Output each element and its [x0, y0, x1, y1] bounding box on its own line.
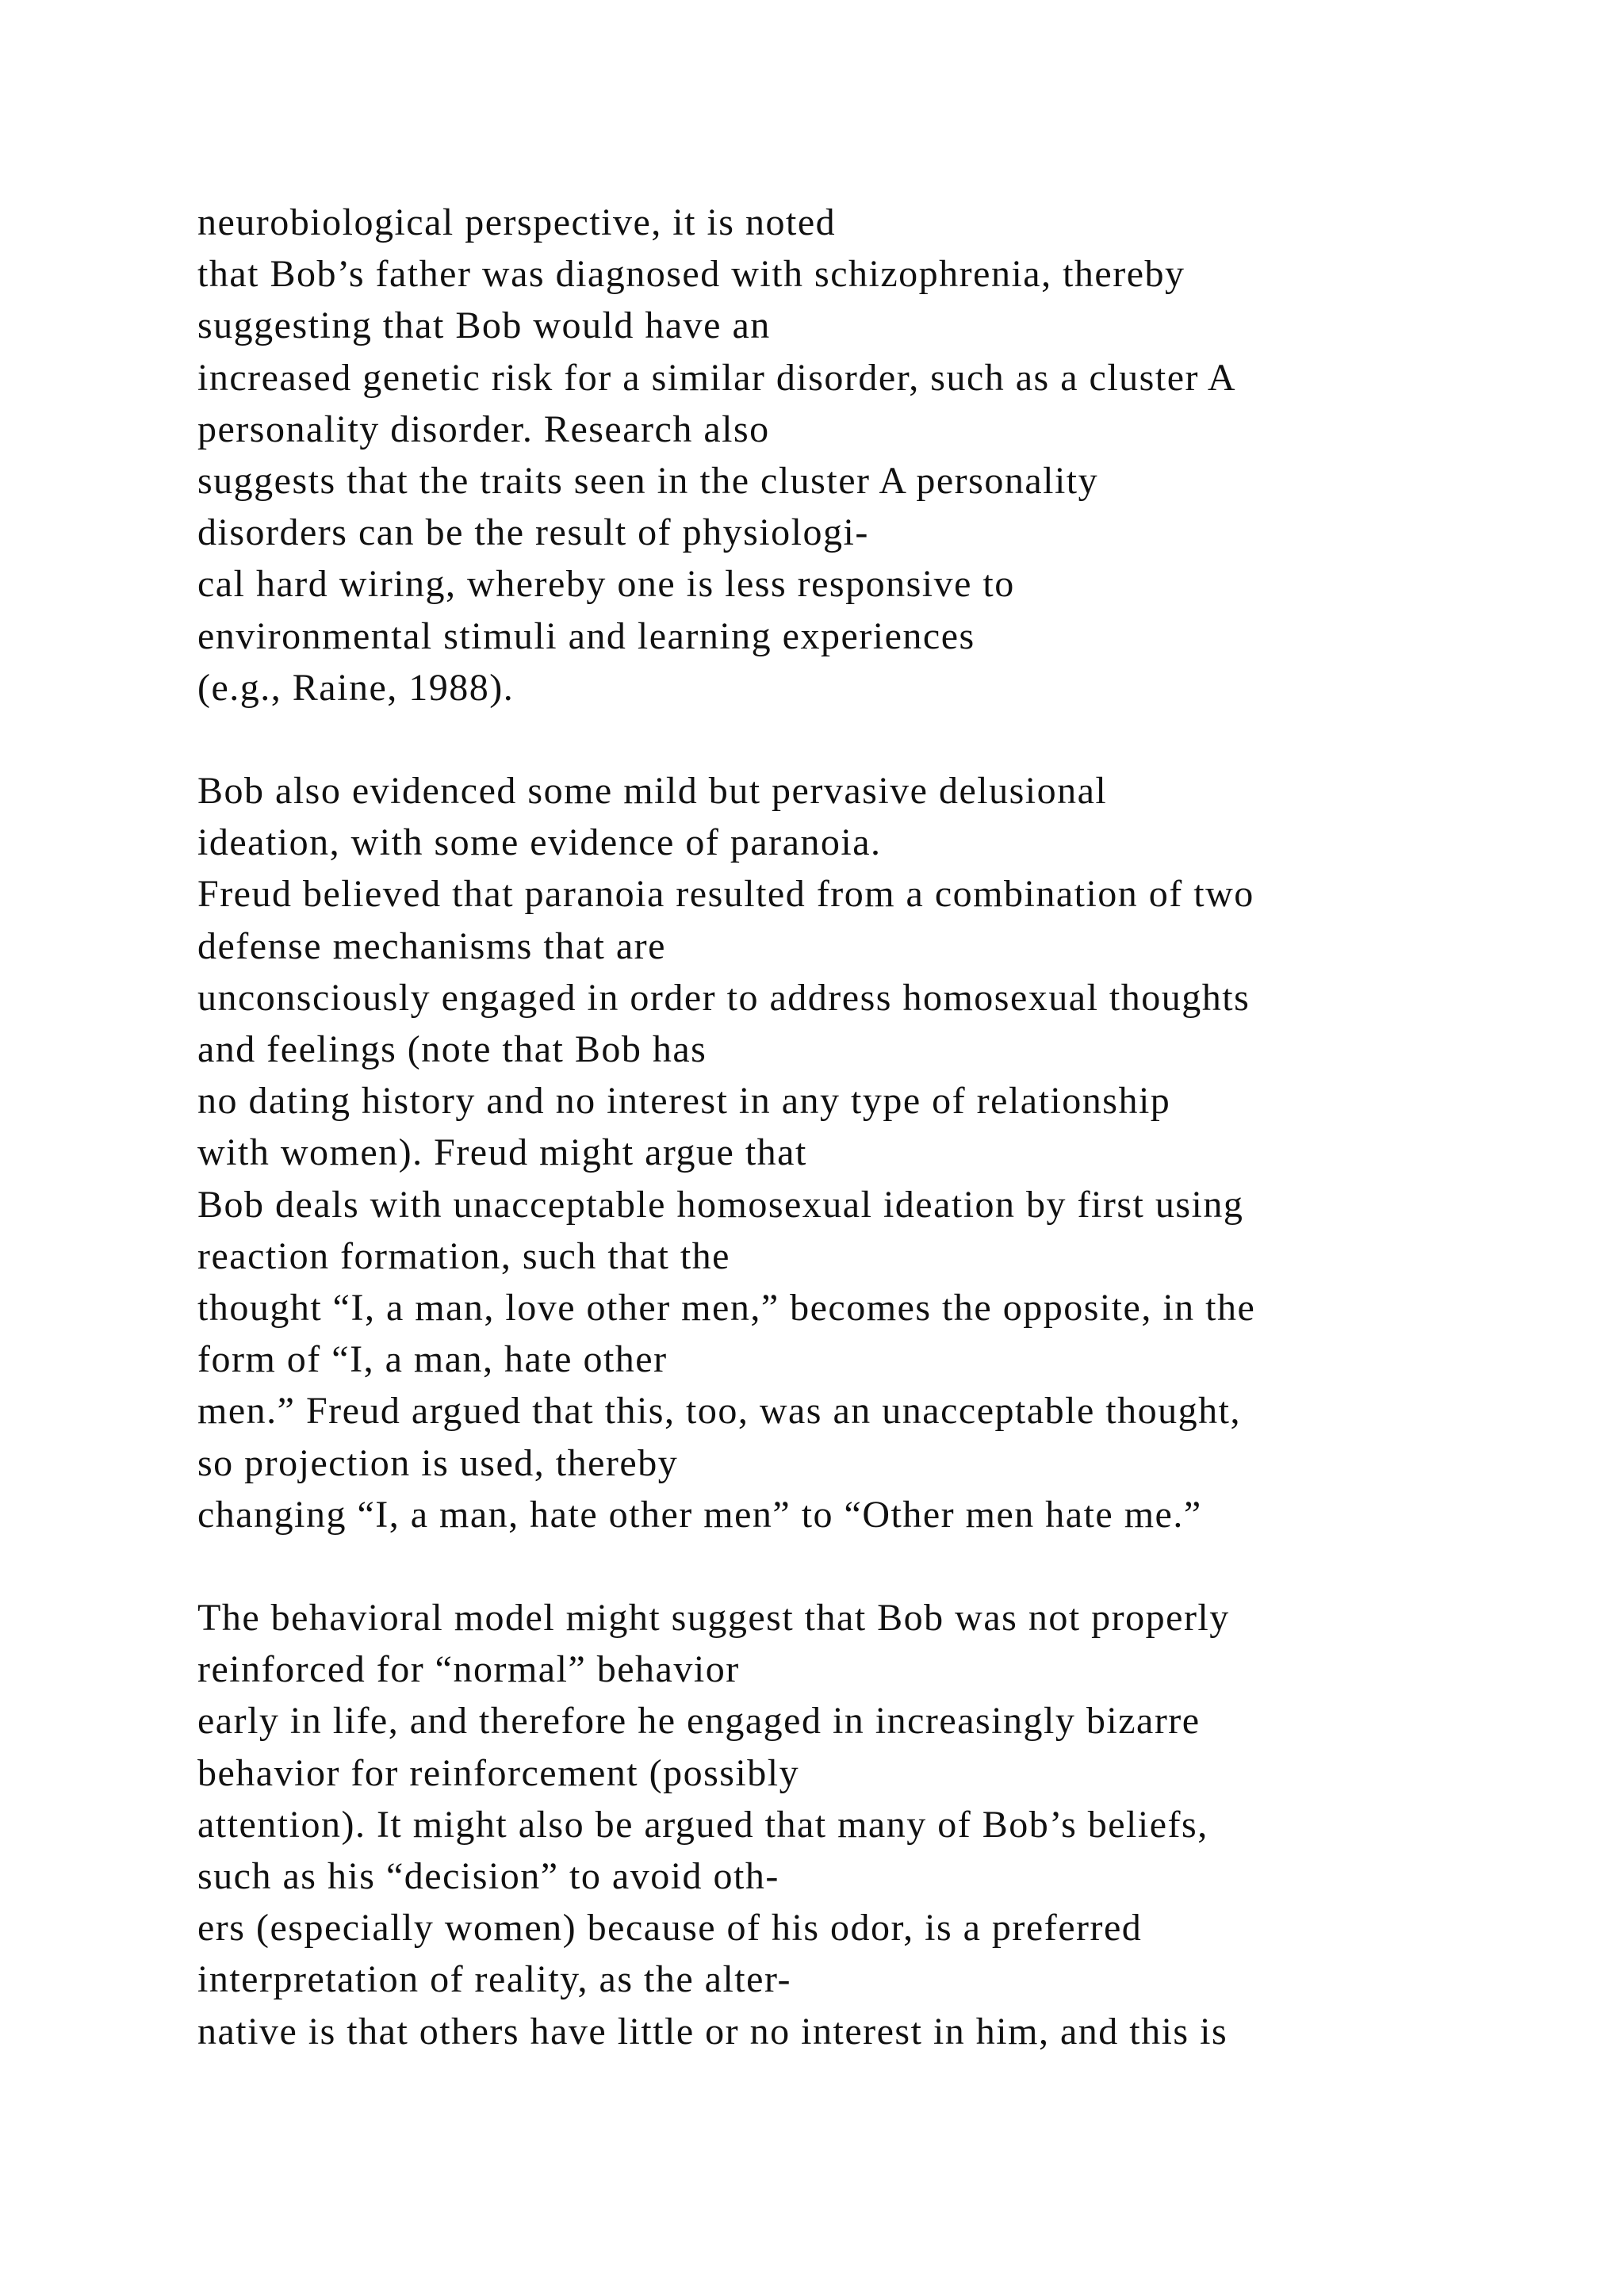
text-line: form of “I, a man, hate other [197, 1338, 668, 1381]
text-line: Freud believed that paranoia resulted from a combination of two [197, 873, 1254, 916]
text-line: thought “I, a man, love other men,” becomes the opposite, in the [197, 1286, 1256, 1329]
text-line: The behavioral model might suggest that Bob was not properly [197, 1597, 1230, 1640]
text-line: (e.g., Raine, 1988). [197, 666, 515, 709]
text-line: men.” Freud argued that this, too, was an unacceptable thought, [197, 1390, 1241, 1433]
text-line: so projection is used, thereby [197, 1441, 679, 1484]
text-line: environmental stimuli and learning experiences [197, 614, 975, 657]
text-line: increased genetic risk for a similar disorder, such as a cluster A [197, 356, 1236, 399]
paragraph-neurobiological [197, 197, 1545, 714]
text-line: such as his “decision” to avoid oth- [197, 1855, 779, 1897]
text-line: reinforced for “normal” behavior [197, 1648, 740, 1691]
text-line: disorders can be the result of physiologi- [197, 511, 869, 554]
text-line: reaction formation, such that the [197, 1234, 730, 1277]
text-line: ers (especially women) because of his odor, is a preferred [197, 1907, 1143, 1950]
text-line: interpretation of reality, as the alter- [197, 1958, 791, 2001]
text-line: suggests that the traits seen in the cluster A personality [197, 459, 1099, 502]
text-line: personality disorder. Research also [197, 408, 770, 450]
text-line: changing “I, a man, hate other men” to “Other men hate me.” [197, 1493, 1202, 1536]
text-line: ideation, with some evidence of paranoia. [197, 821, 882, 864]
text-line: no dating history and no interest in any type of relationship [197, 1080, 1171, 1123]
text-line: neurobiological perspective, it is noted [197, 201, 837, 243]
text-line: defense mechanisms that are [197, 924, 666, 967]
text-line: native is that others have little or no interest in him, and this is [197, 2010, 1228, 2053]
text-line: with women). Freud might argue that [197, 1131, 807, 1174]
body-text [197, 197, 1545, 2057]
text-line: attention). It might also be argued that many of Bob’s beliefs, [197, 1803, 1208, 1846]
text-line: that Bob’s father was diagnosed with schizophrenia, thereby [197, 253, 1185, 296]
text-line: Bob deals with unacceptable homosexual ideation by first using [197, 1183, 1244, 1226]
text-line: cal hard wiring, whereby one is less responsive to [197, 563, 1015, 606]
text-line: Bob also evidenced some mild but pervasive delusional [197, 770, 1108, 813]
text-line: and feelings (note that Bob has [197, 1028, 707, 1070]
text-line: behavior for reinforcement (possibly [197, 1751, 800, 1794]
paragraph-freud-paranoia [197, 765, 1545, 1540]
text-line: suggesting that Bob would have an [197, 304, 771, 347]
paragraph-behavioral-model [197, 1592, 1545, 2057]
text-line: early in life, and therefore he engaged in increasingly bizarre [197, 1700, 1201, 1743]
text-line: unconsciously engaged in order to address homosexual thoughts [197, 976, 1251, 1019]
